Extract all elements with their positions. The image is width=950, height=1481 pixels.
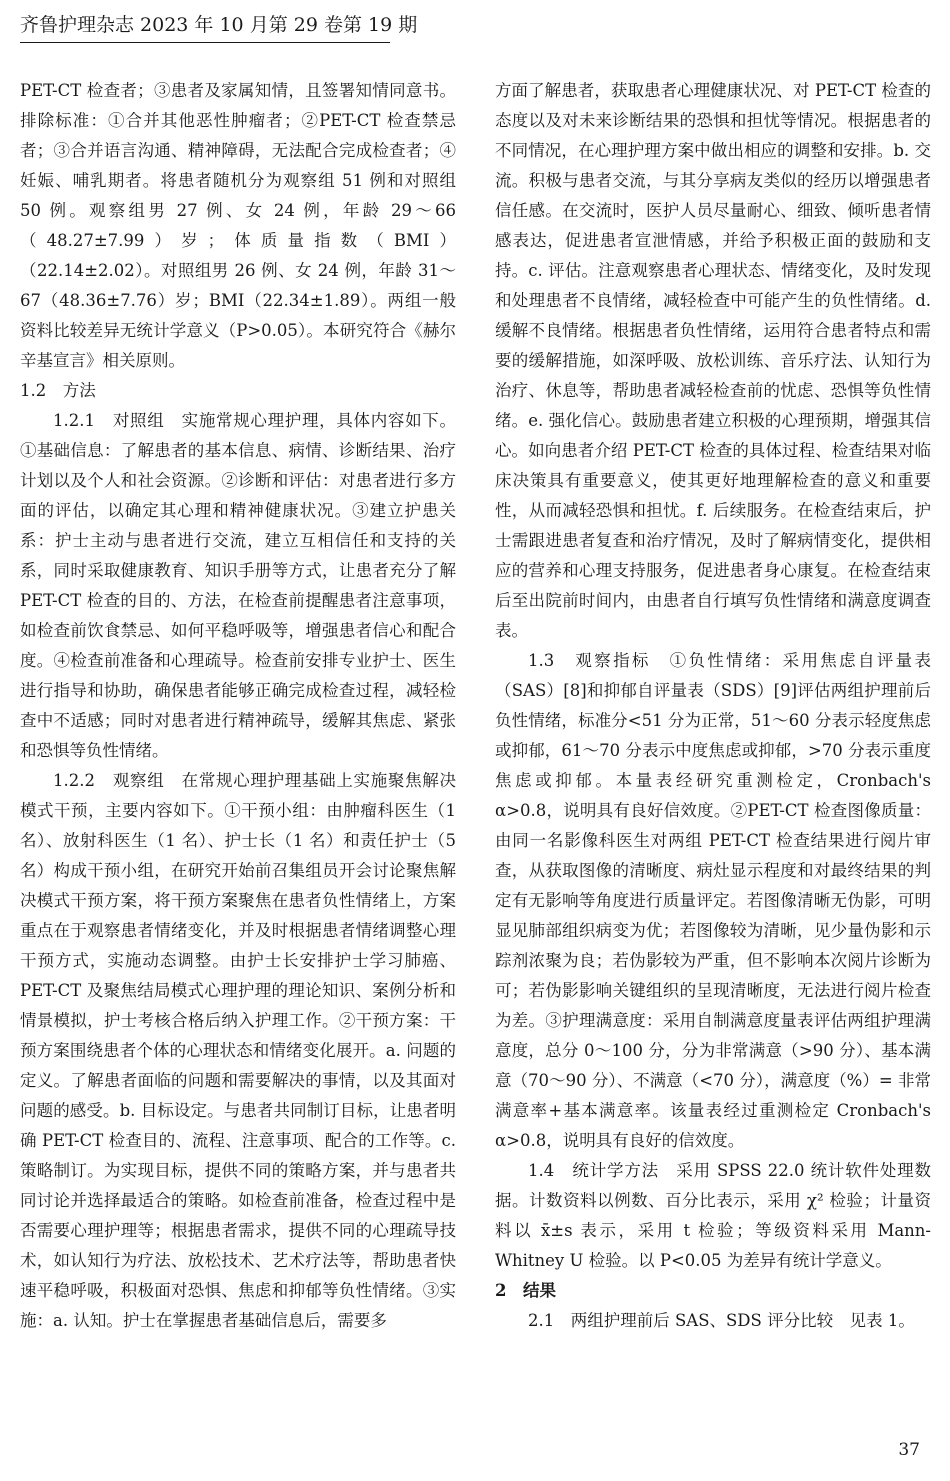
results-subsection-paragraph: 2.1 两组护理前后 SAS、SDS 评分比较 见表 1。: [528, 1311, 915, 1330]
observation-group-paragraph: 1.2.2 观察组 在常规心理护理基础上实施聚焦解决模式干预，主要内容如下。①干预小组：由肿瘤科医生（1 名）、放射科医生（1 名）、护士长（1 名）和责任护士（5 名）构成干预小组，在研究开始前召集组员开会讨论聚焦解决模式干预方案，将干预方案聚焦在患者负性情绪上，方案重点在于观察患者情绪变化，并及时根据患者情绪调整心理干预方式，实施动态调整。由护士长安排护士学习肺癌、PET-CT 及聚焦结局模式心理护理的理论知识、案例分析和情景模拟，护士考核合格后纳入护理工作。②干预方案：干预方案围绕患者个体的心理状态和情绪变化展开。a. 问题的定义。了解患者面临的问题和需要解决的事情，以及其面对问题的感受。b. 目标设定。与患者共同制订目标，让患者明确 PET-CT 检查目的、流程、注意事项、配合的工作等。c. 策略制订。为实现目标，提供不同的策略方案，并与患者共同讨论并选择最适合的策略。如检查前准备，检查过程中是否需要心理护理等；根据患者需求，提供不同的心理疏导技术，如认知行为疗法、放松技术、艺术疗法等，帮助患者快速平稳呼吸，积极面对恐惧、焦虑和抑郁等负性情绪。③实施：a. 认知。护士在掌握患者基础信息后，需要多: [20, 771, 456, 1330]
outcome-measures-paragraph: 1.3 观察指标 ①负性情绪：采用焦虑自评量表（SAS）[8]和抑郁自评量表（SDS）[9]评估两组护理前后负性情绪，标准分<51 分为正常，51～60 分表示轻度焦虑或抑郁，61～70 分表示中度焦虑或抑郁，>70 分表示重度焦虑或抑郁。本量表经研究重测检定，Cronbach's α>0.8，说明具有良好信效度。②PET-CT 检查图像质量：由同一名影像科医生对两组 PET-CT 检查结果进行阅片审查，从获取图像的清晰度、病灶显示程度和对最终结果的判定有无影响等角度进行质量评定。若图像清晰无伪影，可明显见肺部组织病变为优；若图像较为清晰，见少量伪影和示踪剂浓聚为良；若伪影较为严重，但不影响本次阅片诊断为可；若伪影影响关键组织的呈现清晰度，无法进行阅片检查为差。③护理满意度：采用自制满意度量表评估两组护理满意度，总分 0～100 分，分为非常满意（>90 分）、基本满意（70～90 分）、不满意（<70 分），满意度（%）= 非常满意率+基本满意率。该量表经过重测检定 Cronbach's α>0.8，说明具有良好的信效度。: [495, 651, 931, 1150]
intervention-continued-paragraph: 方面了解患者，获取患者心理健康状况、对 PET-CT 检查的态度以及对未来诊断结果的恐惧和担忧等情况。根据患者的不同情况，在心理护理方案中做出相应的调整和安排。b. 交流。积极与患者交流，与其分享病友类似的经历以增强患者信任感。在交流时，医护人员尽量耐心、细致、倾听患者情感表达，促进患者宣泄情感，并给予积极正面的鼓励和支持。c. 评估。注意观察患者心理状态、情绪变化，及时发现和处理患者不良情绪，减轻检查中可能产生的负性情绪。d. 缓解不良情绪。根据患者负性情绪，运用符合患者特点和需要的缓解措施，如深呼吸、放松训练、音乐疗法、认知行为治疗、休息等，帮助患者减轻检查前的忧虑、恐惧等负性情绪。e. 强化信心。鼓励患者建立积极的心理预期，增强其信心。如向患者介绍 PET-CT 检查的具体过程、检查结果对临床决策具有重要意义，使其更好地理解检查的意义和重要性，从而减轻恐惧和担忧。f. 后续服务。在检查结束后，护士需跟进患者复查和治疗情况，及时了解病情变化，提供相应的营养和心理支持服务，促进患者身心康复。在检查结束后至出院前时间内，由患者自行填写负性情绪和满意度调查表。: [495, 81, 931, 640]
inclusion-exclusion-paragraph: PET-CT 检查者；③患者及家属知情，且签署知情同意书。排除标准：①合并其他恶性肿瘤者；②PET-CT 检查禁忌者；③合并语言沟通、精神障碍，无法配合完成检查者；④妊娠、哺乳期者。将患者随机分为观察组 51 例和对照组 50 例。观察组男 27 例、女 24 例，年龄 29～66（48.27±7.99）岁；体质量指数（BMI）（22.14±2.02）。对照组男 26 例、女 24 例，年龄 31～67（48.36±7.76）岁；BMI（22.34±1.89）。两组一般资料比较差异无统计学意义（P>0.05）。本研究符合《赫尔辛基宣言》相关原则。: [20, 81, 456, 370]
section-heading-results: 2 结果: [495, 1281, 556, 1300]
control-group-paragraph: 1.2.1 对照组 实施常规心理护理，具体内容如下。①基础信息：了解患者的基本信息、病情、诊断结果、治疗计划以及个人和社会资源。②诊断和评估：对患者进行多方面的评估，以确定其心理和精神健康状况。③建立护患关系：护士主动与患者进行交流，建立互相信任和支持的关系，同时采取健康教育、知识手册等方式，让患者充分了解 PET-CT 检查的目的、方法，在检查前提醒患者注意事项，如检查前饮食禁忌、如何平稳呼吸等，增强患者信心和配合度。④检查前准备和心理疏导。检查前安排专业护士、医生进行指导和协助，确保患者能够正确完成检查过程，减轻检查中不适感；同时对患者进行精神疏导，缓解其焦虑、紧张和恐惧等负性情绪。: [20, 411, 456, 760]
section-heading-methods: 1.2 方法: [20, 381, 96, 400]
statistics-paragraph: 1.4 统计学方法 采用 SPSS 22.0 统计软件处理数据。计数资料以例数、百分比表示，采用 χ² 检验；计量资料以 x̄±s 表示，采用 t 检验；等级资料采用 Mann-Whitney U 检验。以 P<0.05 为差异有统计学意义。: [495, 1161, 931, 1270]
left-column: [20, 76, 456, 1336]
running-header: 齐鲁护理杂志 2023 年 10 月第 29 卷第 19 期: [20, 12, 390, 43]
page-number: 37: [898, 1440, 920, 1460]
right-column: [495, 76, 931, 1336]
